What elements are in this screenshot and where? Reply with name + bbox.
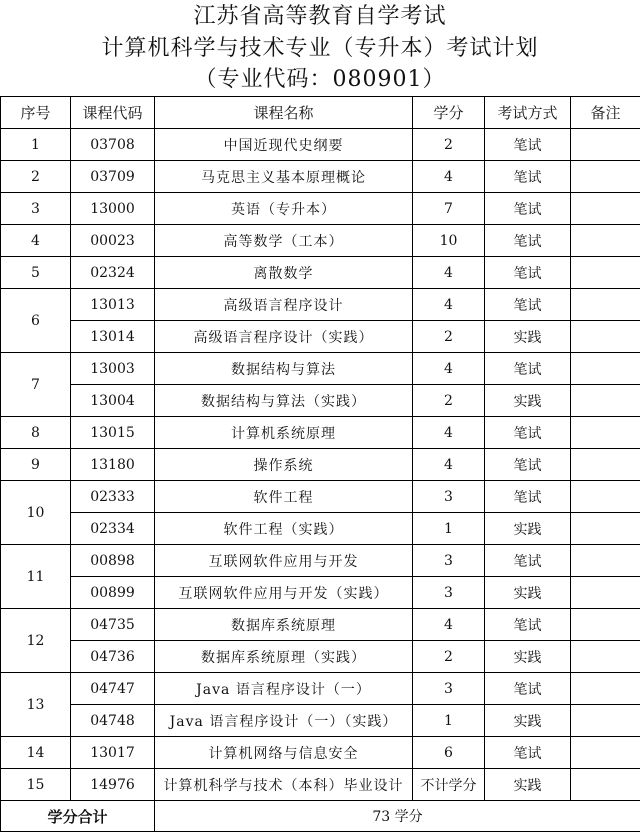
cell-credit: 3	[413, 673, 485, 705]
cell-note	[571, 609, 640, 641]
cell-note	[571, 481, 640, 513]
cell-exam-type: 实践	[485, 705, 571, 737]
cell-note	[571, 321, 640, 353]
cell-credit: 4	[413, 289, 485, 321]
cell-note	[571, 289, 640, 321]
table-row	[1, 353, 640, 385]
cell-course-name: 马克思主义基本原理概论	[155, 161, 413, 193]
cell-exam-type: 笔试	[485, 481, 571, 513]
cell-course-name: 软件工程（实践）	[155, 513, 413, 545]
cell-exam-type: 实践	[485, 641, 571, 673]
table-row	[1, 417, 640, 449]
table-row	[1, 609, 640, 641]
table-row	[1, 321, 640, 353]
cell-course-name: 离散数学	[155, 257, 413, 289]
cell-course-name: 数据结构与算法（实践）	[155, 385, 413, 417]
cell-code: 04748	[71, 705, 155, 737]
cell-course-name: 中国近现代史纲要	[155, 129, 413, 161]
table-row	[1, 577, 640, 609]
table-header-row	[1, 97, 640, 129]
table-row	[1, 129, 640, 161]
cell-seq: 14	[1, 737, 71, 769]
cell-note	[571, 193, 640, 225]
document-title: 江苏省高等教育自学考试	[193, 4, 447, 29]
cell-note	[571, 545, 640, 577]
cell-code: 13014	[71, 321, 155, 353]
cell-code: 13015	[71, 417, 155, 449]
cell-code: 00899	[71, 577, 155, 609]
cell-seq: 12	[1, 609, 71, 673]
cell-exam-type: 实践	[485, 769, 571, 801]
cell-code: 13004	[71, 385, 155, 417]
major-code: （专业代码：080901）	[194, 67, 446, 92]
total-label: 学分合计	[1, 801, 155, 832]
table-row	[1, 257, 640, 289]
cell-seq: 7	[1, 353, 71, 417]
cell-note	[571, 417, 640, 449]
cell-seq: 11	[1, 545, 71, 609]
cell-credit: 2	[413, 385, 485, 417]
table-row	[1, 481, 640, 513]
cell-code: 13017	[71, 737, 155, 769]
table-row	[1, 737, 640, 769]
cell-course-name: Java 语言程序设计（一）	[155, 673, 413, 705]
cell-seq: 15	[1, 769, 71, 801]
cell-note	[571, 353, 640, 385]
cell-code: 03708	[71, 129, 155, 161]
cell-note	[571, 737, 640, 769]
cell-exam-type: 笔试	[485, 257, 571, 289]
column-header-code: 课程代码	[71, 97, 155, 129]
cell-seq: 6	[1, 289, 71, 353]
cell-note	[571, 769, 640, 801]
cell-exam-type: 笔试	[485, 353, 571, 385]
document-subtitle: 计算机科学与技术专业（专升本）考试计划	[101, 36, 539, 61]
table-row	[1, 385, 640, 417]
cell-course-name: 高级语言程序设计	[155, 289, 413, 321]
column-header-exam: 考试方式	[485, 97, 571, 129]
cell-seq: 8	[1, 417, 71, 449]
cell-credit: 3	[413, 545, 485, 577]
cell-credit: 不计学分	[413, 769, 485, 801]
cell-exam-type: 实践	[485, 513, 571, 545]
cell-exam-type: 实践	[485, 321, 571, 353]
cell-seq: 2	[1, 161, 71, 193]
column-header-name: 课程名称	[155, 97, 413, 129]
cell-credit: 4	[413, 353, 485, 385]
cell-course-name: 互联网软件应用与开发	[155, 545, 413, 577]
cell-seq: 10	[1, 481, 71, 545]
cell-seq: 13	[1, 673, 71, 737]
cell-note	[571, 225, 640, 257]
table-body	[1, 129, 640, 801]
cell-credit: 7	[413, 193, 485, 225]
cell-note	[571, 705, 640, 737]
total-row	[1, 801, 640, 832]
table-row	[1, 641, 640, 673]
table-row	[1, 513, 640, 545]
cell-credit: 4	[413, 609, 485, 641]
cell-code: 00898	[71, 545, 155, 577]
cell-seq: 1	[1, 129, 71, 161]
cell-course-name: 计算机网络与信息安全	[155, 737, 413, 769]
cell-seq: 9	[1, 449, 71, 481]
cell-code: 02324	[71, 257, 155, 289]
column-header-note: 备注	[571, 97, 640, 129]
cell-exam-type: 笔试	[485, 225, 571, 257]
cell-course-name: 数据库系统原理（实践）	[155, 641, 413, 673]
table-row	[1, 161, 640, 193]
cell-seq: 3	[1, 193, 71, 225]
cell-credit: 3	[413, 481, 485, 513]
cell-exam-type: 笔试	[485, 545, 571, 577]
table-row	[1, 705, 640, 737]
table-row	[1, 225, 640, 257]
cell-credit: 6	[413, 737, 485, 769]
cell-note	[571, 129, 640, 161]
cell-course-name: 高等数学（工本）	[155, 225, 413, 257]
cell-credit: 4	[413, 257, 485, 289]
cell-code: 04735	[71, 609, 155, 641]
cell-exam-type: 笔试	[485, 193, 571, 225]
cell-credit: 3	[413, 577, 485, 609]
cell-exam-type: 实践	[485, 385, 571, 417]
cell-seq: 4	[1, 225, 71, 257]
table-row	[1, 449, 640, 481]
cell-code: 14976	[71, 769, 155, 801]
cell-credit: 4	[413, 449, 485, 481]
cell-note	[571, 513, 640, 545]
table-row	[1, 193, 640, 225]
cell-code: 13180	[71, 449, 155, 481]
cell-note	[571, 385, 640, 417]
cell-code: 02333	[71, 481, 155, 513]
cell-exam-type: 笔试	[485, 161, 571, 193]
cell-course-name: Java 语言程序设计（一）（实践）	[155, 705, 413, 737]
cell-note	[571, 673, 640, 705]
cell-credit: 4	[413, 161, 485, 193]
cell-course-name: 计算机系统原理	[155, 417, 413, 449]
cell-credit: 10	[413, 225, 485, 257]
cell-code: 13000	[71, 193, 155, 225]
cell-course-name: 操作系统	[155, 449, 413, 481]
cell-course-name: 软件工程	[155, 481, 413, 513]
cell-seq: 5	[1, 257, 71, 289]
cell-exam-type: 笔试	[485, 609, 571, 641]
course-table	[0, 96, 640, 832]
cell-credit: 2	[413, 641, 485, 673]
cell-exam-type: 实践	[485, 577, 571, 609]
cell-course-name: 英语（专升本）	[155, 193, 413, 225]
cell-code: 13013	[71, 289, 155, 321]
cell-note	[571, 257, 640, 289]
cell-credit: 1	[413, 705, 485, 737]
cell-exam-type: 笔试	[485, 673, 571, 705]
table-row	[1, 545, 640, 577]
cell-exam-type: 笔试	[485, 289, 571, 321]
cell-note	[571, 577, 640, 609]
cell-code: 03709	[71, 161, 155, 193]
cell-exam-type: 笔试	[485, 417, 571, 449]
cell-course-name: 数据结构与算法	[155, 353, 413, 385]
cell-credit: 2	[413, 321, 485, 353]
cell-course-name: 高级语言程序设计（实践）	[155, 321, 413, 353]
cell-code: 04747	[71, 673, 155, 705]
column-header-credit: 学分	[413, 97, 485, 129]
cell-course-name: 互联网软件应用与开发（实践）	[155, 577, 413, 609]
cell-exam-type: 笔试	[485, 449, 571, 481]
cell-note	[571, 449, 640, 481]
cell-credit: 4	[413, 417, 485, 449]
column-header-seq: 序号	[1, 97, 71, 129]
table-row	[1, 673, 640, 705]
cell-note	[571, 161, 640, 193]
table-row	[1, 769, 640, 801]
cell-credit: 1	[413, 513, 485, 545]
cell-exam-type: 笔试	[485, 129, 571, 161]
cell-credit: 2	[413, 129, 485, 161]
table-row	[1, 289, 640, 321]
cell-code: 13003	[71, 353, 155, 385]
cell-code: 04736	[71, 641, 155, 673]
cell-exam-type: 笔试	[485, 737, 571, 769]
cell-code: 02334	[71, 513, 155, 545]
total-value: 73 学分	[155, 801, 640, 832]
cell-course-name: 计算机科学与技术（本科）毕业设计	[155, 769, 413, 801]
cell-code: 00023	[71, 225, 155, 257]
cell-course-name: 数据库系统原理	[155, 609, 413, 641]
cell-note	[571, 641, 640, 673]
